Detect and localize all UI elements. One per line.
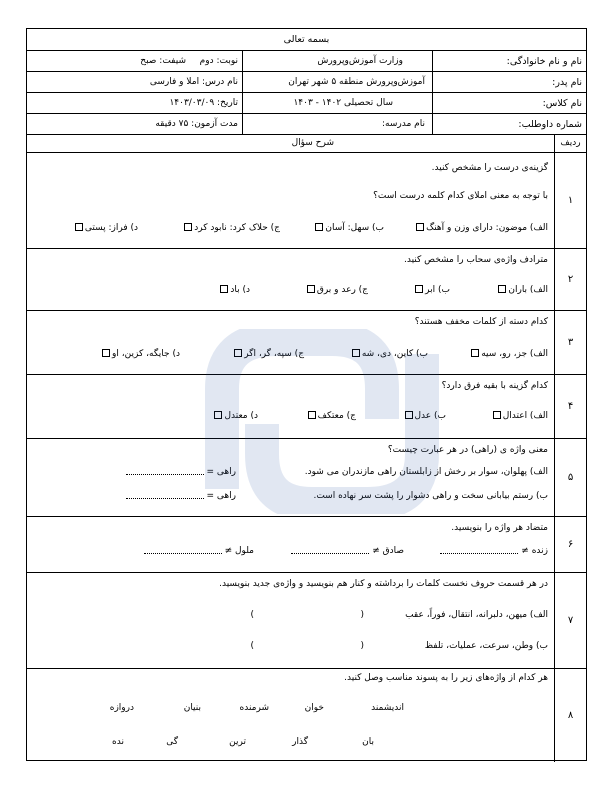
description-column-header: شرح سؤال [291, 138, 334, 148]
paren-open: ( [360, 641, 364, 651]
question-5 [27, 439, 586, 517]
checkbox[interactable] [415, 285, 423, 293]
question-text: در هر قسمت حروف نخست کلمات را برداشته و کنار هم بنویسید و واژه‌ی جدید بنویسید. [219, 579, 548, 589]
option-a[interactable] [469, 349, 548, 359]
question-3 [27, 311, 586, 375]
paren-close: ) [250, 641, 254, 651]
question-4 [27, 375, 586, 439]
option-d[interactable] [73, 223, 138, 233]
option-label: ج) رعد و برق [316, 285, 368, 295]
question-number: ۲ [567, 274, 574, 285]
option-label: ج) معتکف [317, 411, 356, 421]
school-name-label: نام مدرسه: [382, 119, 425, 129]
checkbox[interactable] [75, 223, 83, 231]
checkbox[interactable] [315, 223, 323, 231]
word-set-a: الف) میهن، دلبرانه، انتقال، فوراً، عقب [405, 610, 548, 620]
checkbox[interactable] [234, 349, 242, 357]
suffix-item[interactable]: بان [362, 737, 374, 747]
option-label: ب) عدل [414, 411, 446, 421]
option-label: ج) حلاک کرد: نابود کرد [194, 223, 280, 233]
class-name-label: نام کلاس: [542, 98, 582, 109]
option-label: ب) سهل: آسان [325, 223, 384, 233]
question-8 [27, 669, 586, 762]
question-2 [27, 249, 586, 311]
exam-turn: نوبت: دوم [199, 56, 238, 66]
checkbox[interactable] [493, 411, 501, 419]
sentence-b: ب) رستم بیابانی سخت و راهی دشوار را پشت سر نهاده است. [313, 491, 548, 501]
answer-blank[interactable] [144, 553, 222, 554]
checkbox[interactable] [471, 349, 479, 357]
item-label: صادق ≠ [372, 546, 404, 556]
question-number: ۶ [567, 539, 574, 550]
option-a[interactable] [414, 223, 548, 233]
answer-blank[interactable] [440, 553, 518, 554]
antonym-item-3[interactable] [144, 546, 254, 556]
sentence-a: الف) پهلوان، سوار بر رخش از زابلستان راهی مازندران می شود. [304, 467, 548, 477]
item-label: ملول ≠ [224, 546, 254, 556]
school-year: سال تحصیلی ۱۴۰۲ - ۱۴۰۳ [293, 98, 393, 108]
option-b[interactable] [413, 285, 450, 295]
antonym-item-1[interactable] [440, 546, 548, 556]
checkbox[interactable] [307, 285, 315, 293]
exam-duration: مدت آزمون: ۷۵ دقیقه [155, 119, 238, 129]
option-d[interactable] [218, 285, 250, 295]
option-c[interactable] [182, 223, 280, 233]
answer-b[interactable] [126, 491, 236, 501]
option-label: د) فراز: پستی [84, 223, 138, 233]
option-label: د) جایگه، کزین، او [112, 349, 180, 359]
option-label: الف) باران [508, 285, 548, 295]
checkbox[interactable] [184, 223, 192, 231]
checkbox[interactable] [308, 411, 316, 419]
seat-number-label: شماره داوطلب: [518, 119, 582, 130]
exam-sheet [26, 28, 587, 761]
checkbox[interactable] [416, 223, 424, 231]
word-item[interactable]: دروازه [109, 703, 134, 713]
table-head [27, 135, 586, 153]
exam-shift: شیفت: صبح [140, 56, 186, 66]
question-number: ۷ [567, 615, 574, 626]
option-b[interactable] [350, 349, 428, 359]
question-instruction: گزینه‌ی درست را مشخص کنید. [431, 163, 548, 173]
page-title: بسمه تعالی [27, 29, 586, 51]
suffix-item[interactable]: گی [166, 737, 178, 747]
paren-open: ( [360, 610, 364, 620]
option-label: الف) اعتدال [502, 411, 548, 421]
question-text: کدام دسته از کلمات مخفف هستند؟ [414, 317, 548, 327]
paren-close: ) [250, 610, 254, 620]
option-label: د) معتدل [224, 411, 258, 421]
checkbox[interactable] [102, 349, 110, 357]
question-text: مترادف واژه‌ی سحاب را مشخص کنید. [404, 255, 548, 265]
education-region: آموزش‌وپرورش منطقه ۵ شهر تهران [288, 77, 425, 87]
student-name-label: نام و نام خانوادگی: [506, 56, 582, 67]
answer-label: راهی = [206, 491, 236, 501]
suffix-item[interactable]: گذار [292, 737, 308, 747]
question-number: ۴ [567, 401, 574, 412]
option-label: د) باد [230, 285, 250, 295]
answer-blank[interactable] [291, 553, 369, 554]
exam-date: تاریخ: ۱۴۰۳/۰۳/۰۹ [169, 98, 238, 108]
question-1 [27, 153, 586, 249]
word-item[interactable]: اندیشمند [371, 703, 404, 713]
checkbox[interactable] [498, 285, 506, 293]
question-number: ۵ [567, 472, 574, 483]
antonym-item-2[interactable] [291, 546, 404, 556]
checkbox[interactable] [220, 285, 228, 293]
option-c[interactable] [305, 285, 368, 295]
question-number: ۱ [567, 195, 574, 206]
option-a[interactable] [496, 285, 548, 295]
father-name-label: نام پدر: [552, 77, 582, 88]
word-item[interactable]: خوان [304, 703, 324, 713]
suffix-item[interactable]: نده [112, 737, 124, 747]
ministry-name: وزارت آموزش‌وپرورش [317, 56, 403, 66]
question-text: معنی واژه ی (راهی) در هر عبارت چیست؟ [387, 445, 548, 455]
checkbox[interactable] [405, 411, 413, 419]
question-text: هر کدام از واژه‌های زیر را به پسوند مناسب وصل کنید. [344, 673, 548, 683]
checkbox[interactable] [352, 349, 360, 357]
checkbox[interactable] [214, 411, 222, 419]
option-label: الف) موضون: دارای وزن و آهنگ [426, 223, 548, 233]
answer-label: راهی = [206, 467, 236, 477]
question-text: کدام گزینه با بقیه فرق دارد؟ [441, 381, 548, 391]
question-text: با توجه به معنی املای کدام کلمه درست است؟ [373, 191, 548, 201]
option-a[interactable] [491, 411, 548, 421]
question-number: ۸ [567, 710, 574, 721]
option-c[interactable] [306, 411, 356, 421]
question-number: ۳ [567, 337, 574, 348]
row-column-header: ردیف [560, 138, 581, 148]
option-c[interactable] [232, 349, 304, 359]
header-block [27, 51, 586, 135]
question-6 [27, 517, 586, 573]
option-label: الف) جز، رو، سیه [481, 349, 548, 359]
course-name: نام درس: املا و فارسی [149, 77, 238, 87]
option-d[interactable] [100, 349, 180, 359]
option-label: ج) سپه، گر، اگر [244, 349, 304, 359]
word-set-b: ب) وطن، سرعت، عملیات، تلفظ [424, 641, 548, 651]
item-label: زنده ≠ [521, 546, 548, 556]
question-7 [27, 573, 586, 669]
question-text: متضاد هر واژه را بنویسید. [451, 523, 548, 533]
option-b[interactable] [403, 411, 446, 421]
answer-a[interactable] [126, 467, 236, 477]
option-label: ب) ابر [425, 285, 450, 295]
answer-blank[interactable] [126, 498, 204, 499]
option-label: ب) کاین، دی، شه [361, 349, 428, 359]
word-item[interactable]: بنیان [183, 703, 201, 713]
option-d[interactable] [212, 411, 258, 421]
word-item[interactable]: شرمنده [239, 703, 269, 713]
suffix-item[interactable]: ترین [229, 737, 246, 747]
answer-blank[interactable] [126, 474, 204, 475]
option-b[interactable] [313, 223, 384, 233]
